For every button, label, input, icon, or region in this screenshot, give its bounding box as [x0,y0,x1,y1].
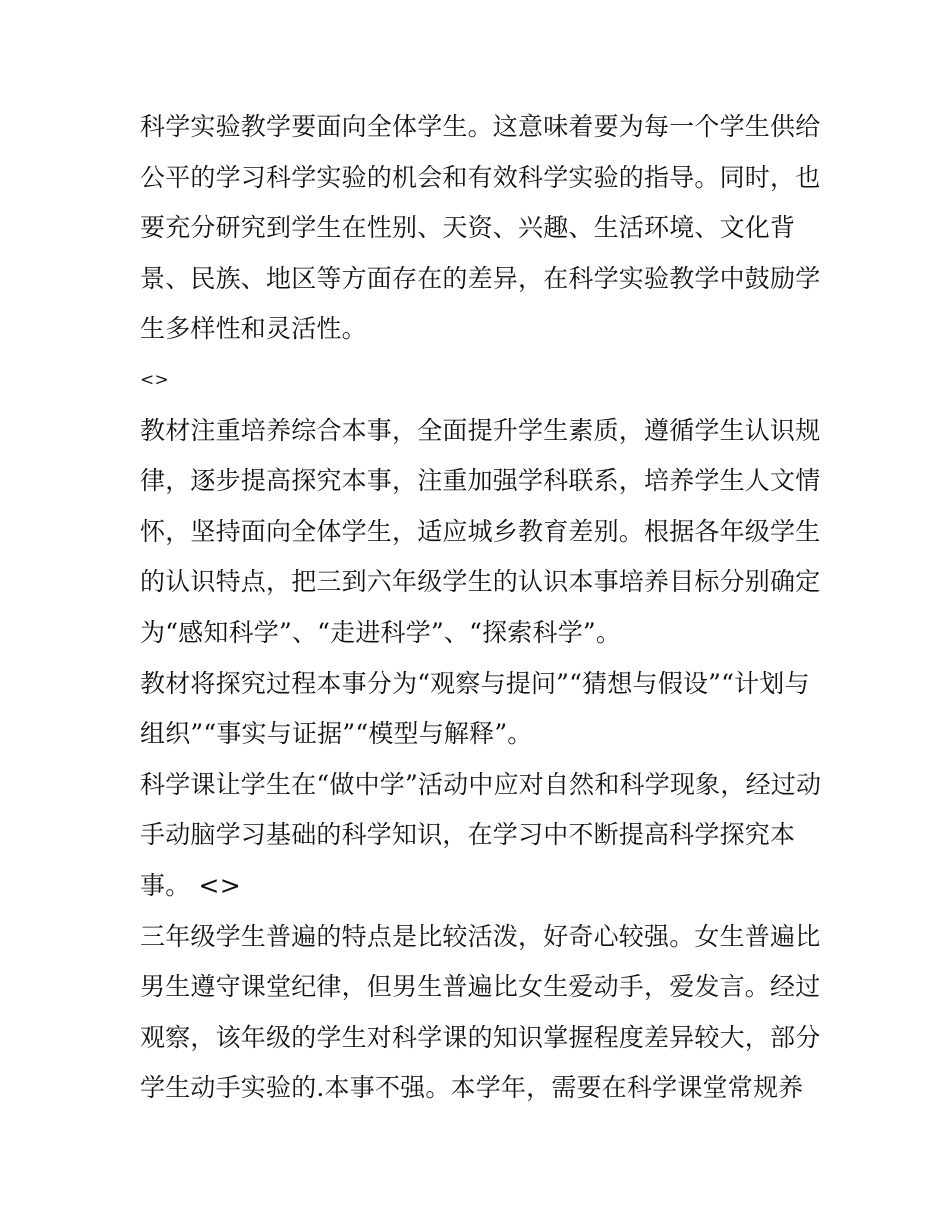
placeholder-marker: <> [140,369,169,390]
text-line: 男生遵守课堂纪律，但男生普遍比女生爱动手，爱发言。经过 [140,972,821,1002]
text-line: 三年级学生普遍的特点是比较活泼，好奇心较强。女生普遍比 [140,921,821,951]
text-line: 景、民族、地区等方面存在的差异，在科学实验教学中鼓励学 [140,263,821,293]
text-line: 组织”“事实与证据”“模型与解释”。 [140,719,533,749]
text-line: 律，逐步提高探究本事，注重加强学科联系，培养学生人文情 [140,466,821,496]
text-line: 怀，坚持面向全体学生，适应城乡教育差别。根据各年级学生 [140,516,821,546]
text-line: 的认识特点，把三到六年级学生的认识本事培养目标分别确定 [140,567,821,597]
text-line: 事。 <> [140,870,241,900]
text-line: 教材将探究过程本事分为“观察与提问”“猜想与假设”“计划与 [140,668,810,698]
text-line: 教材注重培养综合本事，全面提升学生素质，遵循学生认识规 [140,415,821,445]
text-line: 生多样性和灵活性。 [140,314,367,344]
document-body [140,102,820,1114]
text-line: 科学实验教学要面向全体学生。这意味着要为每一个学生供给 [140,112,821,141]
text-line: 为“感知科学”、“走进科学”、“探索科学”。 [140,617,622,647]
text-line: 观察，该年级的学生对科学课的知识掌握程度差异较大，部分 [140,1022,821,1052]
text-line: 学生动手实验的.本事不强。本学年，需要在科学课堂常规养 [140,1073,804,1103]
text-line: 要充分研究到学生在性别、天资、兴趣、生活环境、文化背 [140,213,796,243]
text-line: 手动脑学习基础的科学知识，在学习中不断提高科学探究本 [140,820,796,850]
text-line: 科学课让学生在“做中学”活动中应对自然和科学现象，经过动 [140,769,822,799]
text-line: 公平的学习科学实验的机会和有效科学实验的指导。同时，也 [140,162,821,192]
